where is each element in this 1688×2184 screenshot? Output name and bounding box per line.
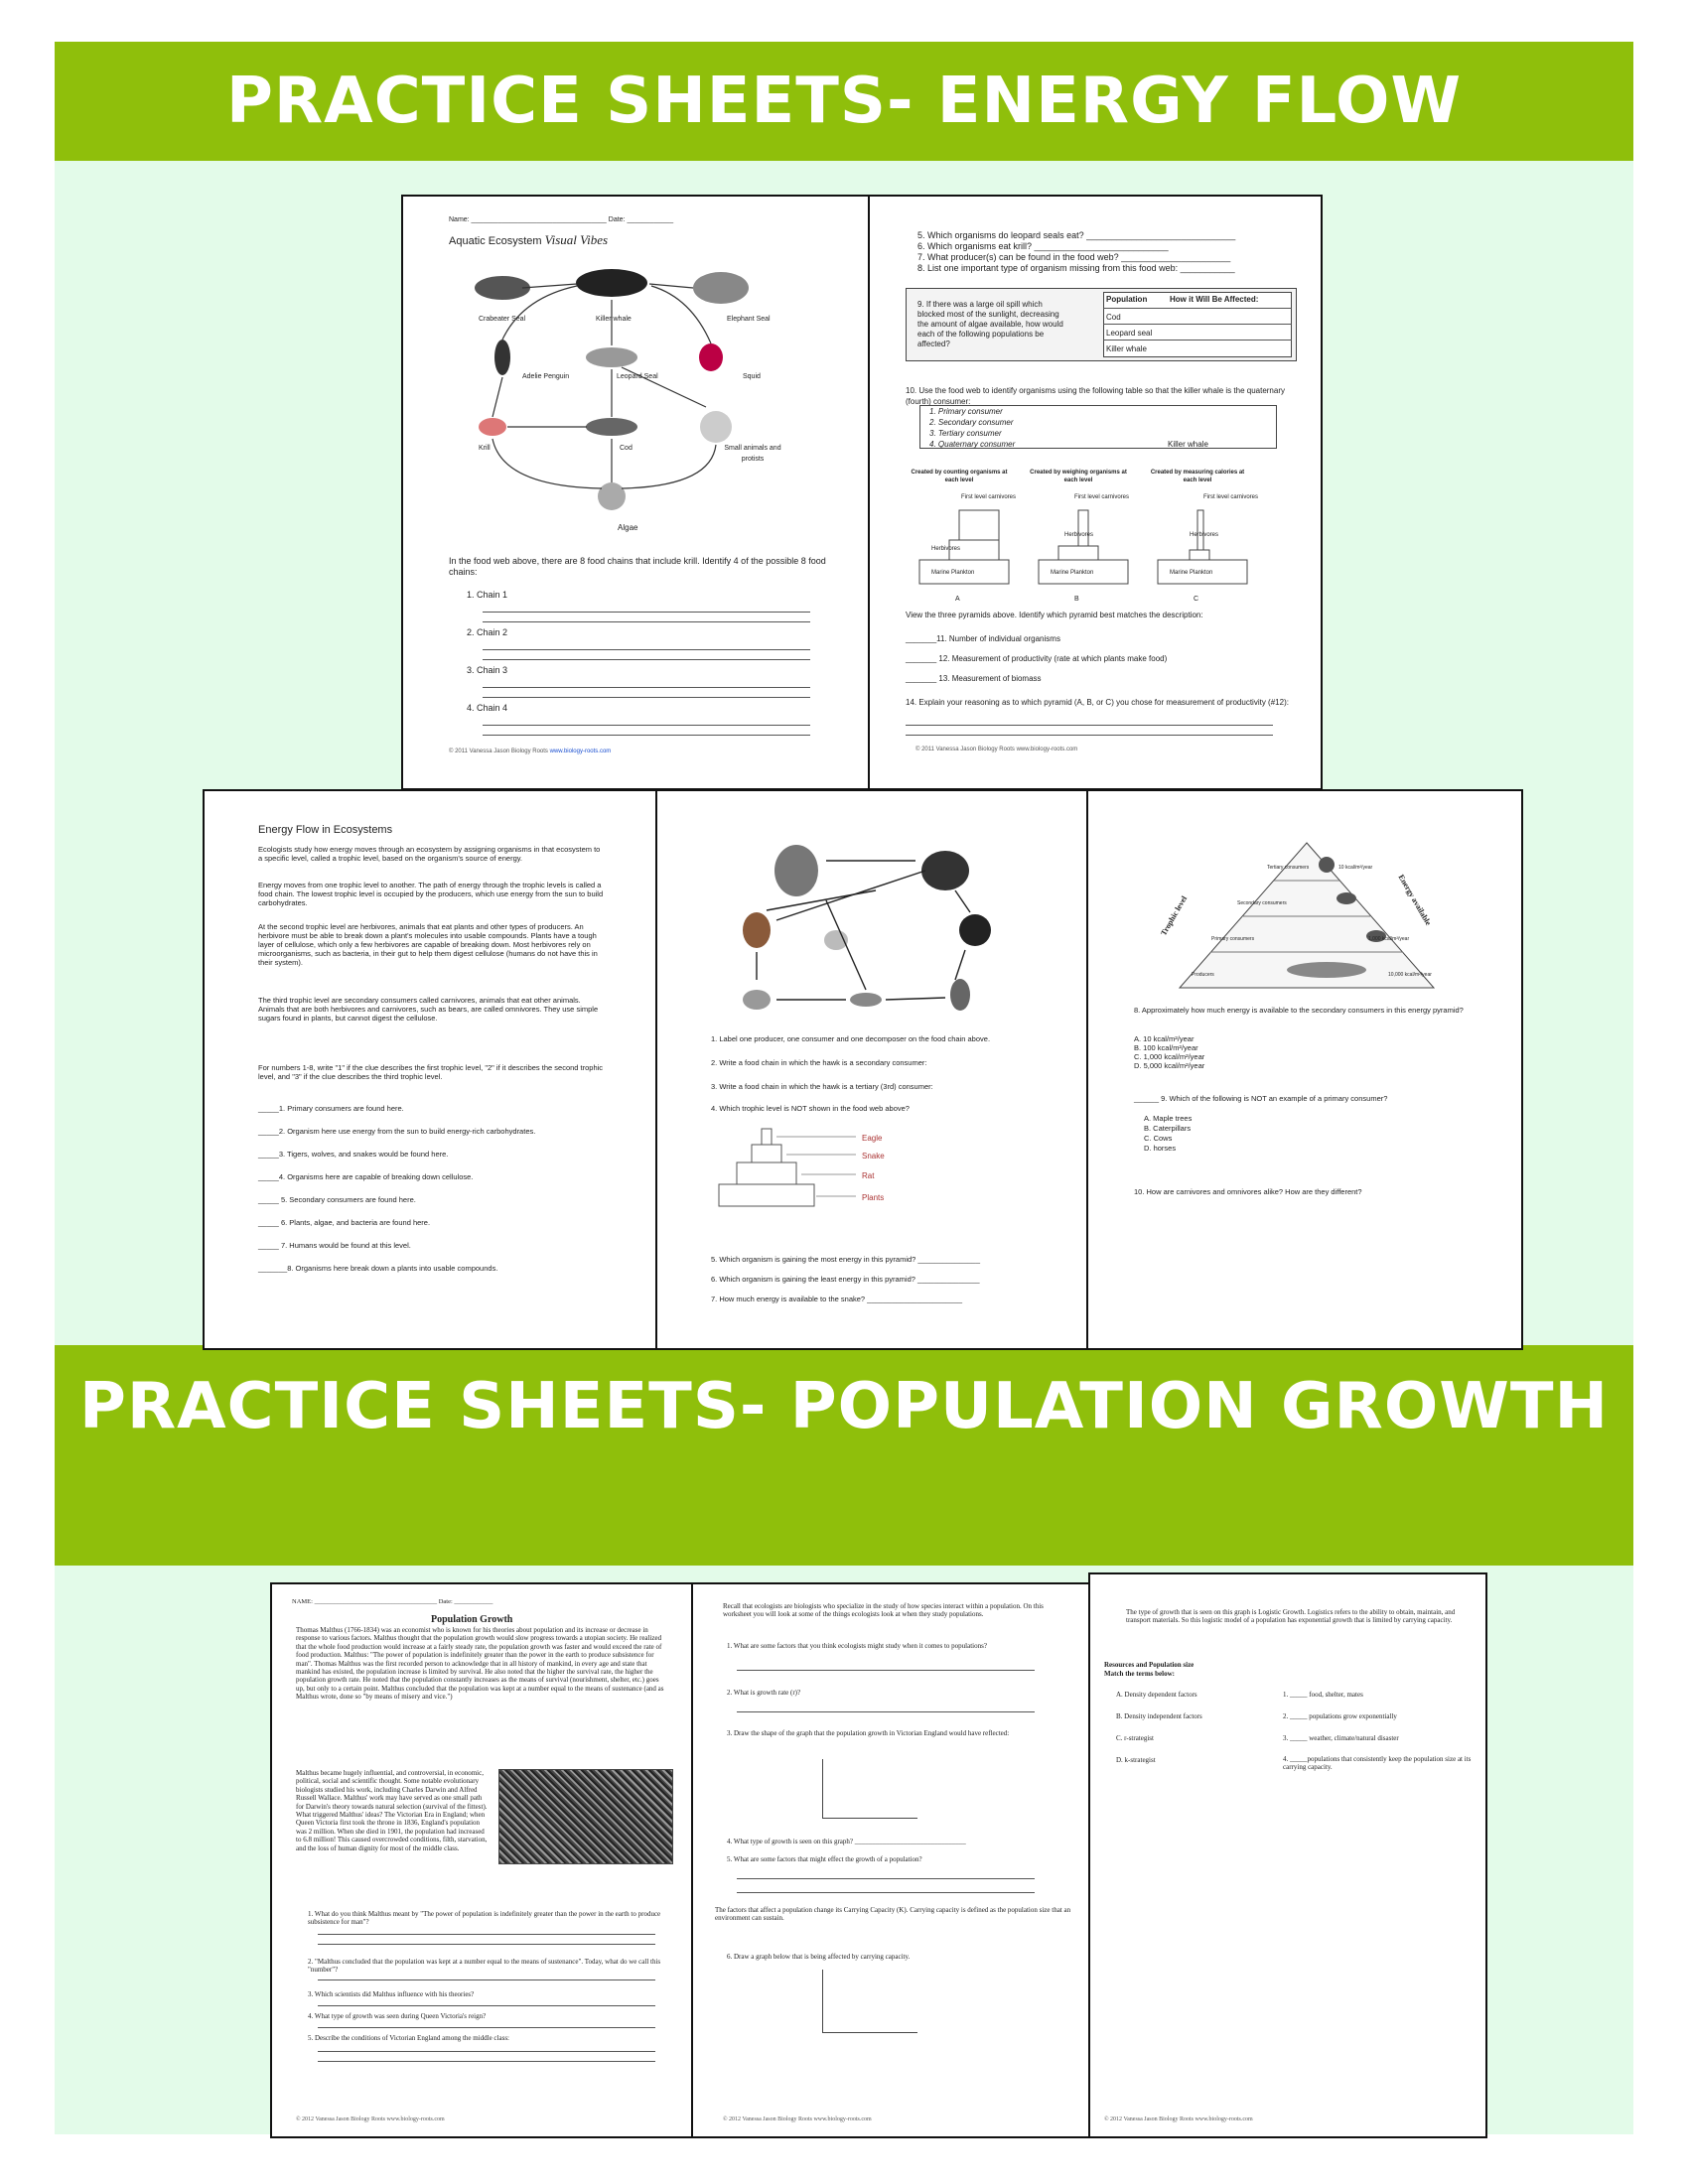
question-6: 6. Which organisms eat krill? ___________________________ bbox=[917, 241, 1169, 251]
banner-population-growth: PRACTICE SHEETS- POPULATION GROWTH bbox=[55, 1345, 1633, 1566]
label-adelie-penguin: Adelie Penguin bbox=[522, 373, 570, 380]
definition-4: 4. _____populations that consistently keep the population size at its carrying capacity. bbox=[1283, 1755, 1472, 1772]
worksheet-population-growth bbox=[270, 1582, 693, 2138]
question-9: 9. If there was a large oil spill which blocked most of the sunlight, decreasing the amount of algae available, how would each of the following populations be affected? bbox=[917, 300, 1063, 348]
graph-axes-1 bbox=[822, 1759, 917, 1819]
banner-energy-flow: PRACTICE SHEETS- ENERGY FLOW bbox=[55, 42, 1633, 161]
label-killer-whale: Killer whale bbox=[596, 316, 632, 323]
consumer-row-1: 1. Primary consumer bbox=[929, 407, 1003, 416]
pyramid-a-top: First level carnivores bbox=[961, 494, 1017, 500]
chain-1: 1. Chain 1 bbox=[467, 590, 508, 600]
level-tertiary: Tertiary consumers bbox=[1267, 865, 1310, 871]
question-14: 14. Explain your reasoning as to which pyramid (A, B, or C) you chose for measurement of productivity (#12): bbox=[906, 698, 1289, 707]
q9-option-b: B. Caterpillars bbox=[1144, 1124, 1192, 1133]
paragraph-2: Energy moves from one trophic level to another. The path of energy through the trophic levels is called a food chain. The lowest trophic level is occupied by the producers, which use energy from the sun to build carbohydrates. bbox=[258, 881, 604, 907]
side-label-trophic: Trophic level bbox=[1159, 894, 1190, 937]
q9-option-a: A. Maple trees bbox=[1144, 1114, 1193, 1123]
question-3: 3. Which scientists did Malthus influence with his theories? bbox=[308, 1990, 475, 1998]
pyramid-c-herbivores: Herbivores bbox=[1190, 532, 1219, 538]
question-6: 6. Draw a graph below that is being affected by carrying capacity. bbox=[727, 1953, 911, 1961]
heading-resources: Resources and Population size bbox=[1104, 1661, 1195, 1669]
worksheet-aquatic-ecosystem bbox=[401, 195, 870, 790]
question-5: 5. What are some factors that might effect the growth of a population? bbox=[727, 1855, 922, 1863]
sheet-footer: © 2012 Vanessa Jason Biology Roots www.biology-roots.com bbox=[723, 2116, 872, 2122]
body-paragraph-1: Thomas Malthus (1766-1834) was an economist who is known for his theories about population and its increase or decrease in response to various factors. Malthus thought that the population growth would slow progress towards a utopian society. He realized that the whole food production would increase at a fairly steady rate, the population growth was faster and would exceed the rate of food production. Malthus: "The power of population is indefinitely greater than the power in the earth to produce subsistence for man". Thomas Malthus was the first recorded person to acknowledge that in all history of mankind, in every age and state that mankind has existed, the population increase is limited by survival. He also noted that the higher the survival rate, the higher the population growth rate. He noted that the population constantly increases as the means of survival (nourishment, shelter, etc.) goes up, but only to a certain point. Malthus concluded that the population was kept at a number equal to the means of sustenance (and as Malthus wrote, done so "by means of misery and vice.") bbox=[296, 1626, 664, 1702]
pyramid-b-herbivores: Herbivores bbox=[1064, 532, 1094, 538]
name-date-line: Name: ___________________________________ Date: ____________ bbox=[449, 216, 674, 223]
pyramid-letter-c: C bbox=[1194, 596, 1199, 603]
trophic-instructions: For numbers 1-8, write "1" if the clue describes the first trophic level, "2" if it describes the second trophic level, and "3" if the clue describes the third trophic level. bbox=[258, 1063, 604, 1081]
pyramid-a-title: Created by counting organisms at each level bbox=[911, 470, 1008, 483]
item-7: _____ 7. Humans would be found at this level. bbox=[258, 1241, 411, 1250]
label-crabeater-seal: Crabeater Seal bbox=[479, 316, 526, 323]
label-elephant-seal: Elephant Seal bbox=[727, 316, 771, 323]
consumer-answer: Killer whale bbox=[1168, 440, 1208, 449]
name-date-line: NAME: ______________________________________ Date: ____________ bbox=[292, 1598, 493, 1605]
question-9: ______ 9. Which of the following is NOT an example of a primary consumer? bbox=[1134, 1094, 1388, 1103]
chain-3: 3. Chain 3 bbox=[467, 665, 508, 675]
question-5: 5. Describe the conditions of Victorian England among the middle class: bbox=[308, 2034, 509, 2042]
term-d: D. k-strategist bbox=[1116, 1756, 1156, 1764]
sheet-footer: © 2011 Vanessa Jason Biology Roots www.biology-roots.com bbox=[449, 749, 612, 754]
question-11: _______11. Number of individual organisms bbox=[906, 634, 1060, 643]
level-secondary: Secondary consumers bbox=[1237, 900, 1287, 906]
item-4: _____4. Organisms here are capable of breaking down cellulose. bbox=[258, 1172, 474, 1181]
chain-instructions: In the food web above, there are 8 food chains that include krill. Identify 4 of the possible 8 food chains: bbox=[449, 556, 826, 577]
label-small-animals: Small animals and protists bbox=[724, 445, 781, 463]
worksheet-energy-pyramid bbox=[1086, 789, 1523, 1350]
question-5: 5. Which organism is gaining the most energy in this pyramid? _______________ bbox=[711, 1255, 980, 1264]
question-8: 8. List one important type of organism missing from this food web: ___________ bbox=[917, 263, 1235, 273]
pyramid-b-top: First level carnivores bbox=[1074, 494, 1130, 500]
pyramid-label-rat: Rat bbox=[862, 1171, 875, 1180]
worksheet-food-web-questions bbox=[868, 195, 1323, 790]
definition-1: 1. _____ food, shelter, mates bbox=[1283, 1691, 1363, 1699]
pyramid-instructions: View the three pyramids above. Identify which pyramid best matches the description: bbox=[906, 611, 1203, 619]
question-4: 4. Which trophic level is NOT shown in the food web above? bbox=[711, 1104, 910, 1113]
q8-option-d: D. 5,000 kcal/m²/year bbox=[1134, 1061, 1205, 1070]
question-5: 5. Which organisms do leopard seals eat? ______________________________ bbox=[917, 230, 1236, 240]
sheet-title: Population Growth bbox=[431, 1614, 513, 1625]
question-2: 2. "Malthus concluded that the population was kept at a number equal to the means of sustenance". Today, what do we call this "number"? bbox=[308, 1958, 661, 1975]
sheet-footer: © 2011 Vanessa Jason Biology Roots www.biology-roots.com bbox=[915, 747, 1078, 752]
question-10: 10. How are carnivores and omnivores alike? How are they different? bbox=[1134, 1187, 1362, 1196]
label-cod: Cod bbox=[620, 445, 633, 452]
sheet-footer: © 2012 Vanessa Jason Biology Roots www.biology-roots.com bbox=[296, 2116, 445, 2122]
pyramid-label-plants: Plants bbox=[862, 1193, 885, 1202]
level-primary: Primary consumers bbox=[1211, 936, 1255, 942]
question-13: _______ 13. Measurement of biomass bbox=[906, 674, 1042, 683]
pyramid-c-base: Marine Plankton bbox=[1170, 570, 1213, 576]
worksheet-food-chain bbox=[655, 789, 1088, 1350]
victorian-crowd-photo bbox=[498, 1769, 673, 1864]
consumer-row-3: 3. Tertiary consumer bbox=[929, 429, 1002, 438]
label-krill: Krill bbox=[479, 445, 491, 452]
question-1: 1. Label one producer, one consumer and one decomposer on the food chain above. bbox=[711, 1034, 991, 1043]
label-algae: Algae bbox=[618, 523, 638, 532]
item-8: _______8. Organisms here break down a plants into usable compounds. bbox=[258, 1264, 498, 1273]
question-4: 4. What type of growth was seen during Queen Victoria's reign? bbox=[308, 2012, 487, 2020]
question-1: 1. What do you think Malthus meant by "The power of population is indefinitely greater than the power in the earth to produce subsistence for man"? bbox=[308, 1910, 661, 1927]
definition-2: 2. _____ populations grow exponentially bbox=[1283, 1712, 1397, 1720]
energy-pyramid-drawing bbox=[717, 1127, 915, 1226]
item-2: _____2. Organism here use energy from the sun to build energy-rich carbohydrates. bbox=[258, 1127, 536, 1136]
q8-option-b: B. 100 kcal/m²/year bbox=[1134, 1043, 1198, 1052]
q9-option-c: C. Cows bbox=[1144, 1134, 1173, 1143]
consumer-row-2: 2. Secondary consumer bbox=[929, 418, 1014, 427]
question-1: 1. What are some factors that you think ecologists might study when it comes to populations? bbox=[727, 1642, 987, 1650]
pyramid-letter-a: A bbox=[955, 596, 960, 603]
question-8: 8. Approximately how much energy is available to the secondary consumers in this energy pyramid? bbox=[1134, 1006, 1464, 1015]
definition-3: 3. _____ weather, climate/natural disaster bbox=[1283, 1734, 1399, 1742]
sheet-title: Aquatic Ecosystem Visual Vibes bbox=[449, 232, 609, 247]
item-1: _____1. Primary consumers are found here. bbox=[258, 1104, 404, 1113]
energy-primary: 1,000 kcal/m²/year bbox=[1368, 936, 1410, 942]
pyramid-c-top: First level carnivores bbox=[1203, 494, 1259, 500]
item-6: _____ 6. Plants, algae, and bacteria are found here. bbox=[258, 1218, 431, 1227]
pyramid-a-base: Marine Plankton bbox=[931, 570, 975, 576]
question-6: 6. Which organism is gaining the least energy in this pyramid? _______________ bbox=[711, 1275, 980, 1284]
label-leopard-seal: Leopard Seal bbox=[617, 373, 658, 380]
term-c: C. r-strategist bbox=[1116, 1734, 1154, 1742]
pyramid-label-eagle: Eagle bbox=[862, 1134, 883, 1143]
question-3: 3. Write a food chain in which the hawk is a tertiary (3rd) consumer: bbox=[711, 1082, 933, 1091]
term-b: B. Density independent factors bbox=[1116, 1712, 1202, 1720]
worksheet-energy-flow-text bbox=[203, 789, 657, 1350]
energy-producers: 10,000 kcal/m²/year bbox=[1388, 972, 1432, 978]
pyramid-c-title: Created by measuring calories at each level bbox=[1150, 470, 1245, 483]
table-row-leopard-seal: Leopard seal bbox=[1106, 329, 1153, 338]
table-header-effect: How it Will Be Affected: bbox=[1170, 295, 1259, 304]
sheet-title: Energy Flow in Ecosystems bbox=[258, 824, 393, 836]
pyramid-a-herbivores: Herbivores bbox=[931, 546, 961, 552]
table-row-killer-whale: Killer whale bbox=[1106, 344, 1147, 353]
question-2: 2. Write a food chain in which the hawk is a secondary consumer: bbox=[711, 1058, 927, 1067]
level-producers: Producers bbox=[1192, 972, 1214, 978]
food-web-drawing bbox=[717, 831, 1015, 1020]
question-2: 2. What is growth rate (r)? bbox=[727, 1689, 801, 1697]
question-3: 3. Draw the shape of the graph that the population growth in Victorian England would have reflected: bbox=[727, 1729, 1010, 1737]
term-a: A. Density dependent factors bbox=[1116, 1691, 1197, 1699]
consumer-row-4: 4. Quaternary consumer bbox=[929, 440, 1016, 449]
table-row-cod: Cod bbox=[1106, 313, 1121, 322]
chain-2: 2. Chain 2 bbox=[467, 627, 508, 637]
body-paragraph-2: Malthus became hugely influential, and controversial, in economic, political, social and scientific thought. Some notable evolutionary biologists studied his work, including Charles Darwin and Alfred Russell Wallace. Malthus' work may have served as one small path for Darwin's theory towards natural selection (survival of the fittest). What triggered Malthus' ideas? The Victorian Era in England; when Queen Victoria first took the throne in 1836, England's population was 2 million. When she died in 1901, the population had increased to 6.8 million! This caused overcrowded conditions, filth, starvation, and the loss of human dignity for most of the middle class. bbox=[296, 1769, 488, 1852]
intro-paragraph: The type of growth that is seen on this graph is Logistic Growth. Logistics refers to the ability to obtain, maintain, and transport materials. So this logistic model of a population has exponential growth that is limited by carrying capacity. bbox=[1126, 1608, 1456, 1625]
q8-option-a: A. 10 kcal/m²/year bbox=[1134, 1034, 1195, 1043]
pyramid-b-base: Marine Plankton bbox=[1051, 570, 1094, 576]
question-4: 4. What type of growth is seen on this graph? ________________________________ bbox=[727, 1838, 966, 1845]
graph-axes-2 bbox=[822, 1970, 917, 2033]
item-3: _____3. Tigers, wolves, and snakes would be found here. bbox=[258, 1150, 449, 1159]
side-label-energy: Energy available bbox=[1396, 873, 1434, 927]
item-5: _____ 5. Secondary consumers are found here. bbox=[258, 1195, 416, 1204]
intro-paragraph: Recall that ecologists are biologists who specialize in the study of how species interact within a population. On this worksheet you will look at some of the things ecologists look at when they study populations. bbox=[723, 1602, 1044, 1619]
q8-option-c: C. 1,000 kcal/m²/year bbox=[1134, 1052, 1205, 1061]
food-web-diagram bbox=[463, 258, 761, 516]
carrying-capacity-paragraph: The factors that affect a population change its Carrying Capacity (K). Carrying capacity is defined as the population size that an environment can sustain. bbox=[715, 1906, 1071, 1923]
paragraph-1: Ecologists study how energy moves through an ecosystem by assigning organisms in that ecosystem to a specific level, called a trophic level, based on the organism's source of energy. bbox=[258, 845, 601, 863]
worksheet-ecologists bbox=[691, 1582, 1090, 2138]
q9-option-d: D. horses bbox=[1144, 1144, 1177, 1153]
worksheet-logistic-growth bbox=[1088, 1572, 1487, 2138]
table-header-population: Population bbox=[1106, 295, 1148, 304]
question-10: 10. Use the food web to identify organisms using the following table so that the killer whale is the quaternary (fourth) consumer: bbox=[906, 386, 1285, 406]
question-12: _______ 12. Measurement of productivity (rate at which plants make food) bbox=[906, 654, 1168, 663]
pyramid-label-snake: Snake bbox=[862, 1152, 885, 1160]
pyramid-b-title: Created by weighing organisms at each level bbox=[1030, 470, 1127, 483]
energy-tertiary: 10 kcal/m²/year bbox=[1338, 865, 1373, 871]
paragraph-3: At the second trophic level are herbivores, animals that eat plants and other types of producers. An herbivore must be able to break down a plant's molecules into usable compounds. Plants have a tough layer of cellulose, which only a few herbivores are capable of breaking down. Most herbivores rely on microorganisms, such as bacteria, in their gut to help them digest cellulose (humans do not have this in their system). bbox=[258, 922, 598, 967]
paragraph-4: The third trophic level are secondary consumers called carnivores, animals that eat other animals. Animals that are both herbivores and carnivores, such as bears, are called omnivores. They use simple sugars found in plants, but cannot digest the cellulose. bbox=[258, 996, 599, 1023]
heading-match: Match the terms below: bbox=[1104, 1670, 1175, 1678]
question-7: 7. What producer(s) can be found in the food web? ______________________ bbox=[917, 252, 1231, 262]
chain-4: 4. Chain 4 bbox=[467, 703, 508, 713]
label-squid: Squid bbox=[743, 373, 761, 380]
sheet-footer: © 2012 Vanessa Jason Biology Roots www.biology-roots.com bbox=[1104, 2116, 1253, 2122]
pyramid-letter-b: B bbox=[1074, 596, 1079, 603]
question-7: 7. How much energy is available to the snake? _______________________ bbox=[711, 1295, 963, 1303]
